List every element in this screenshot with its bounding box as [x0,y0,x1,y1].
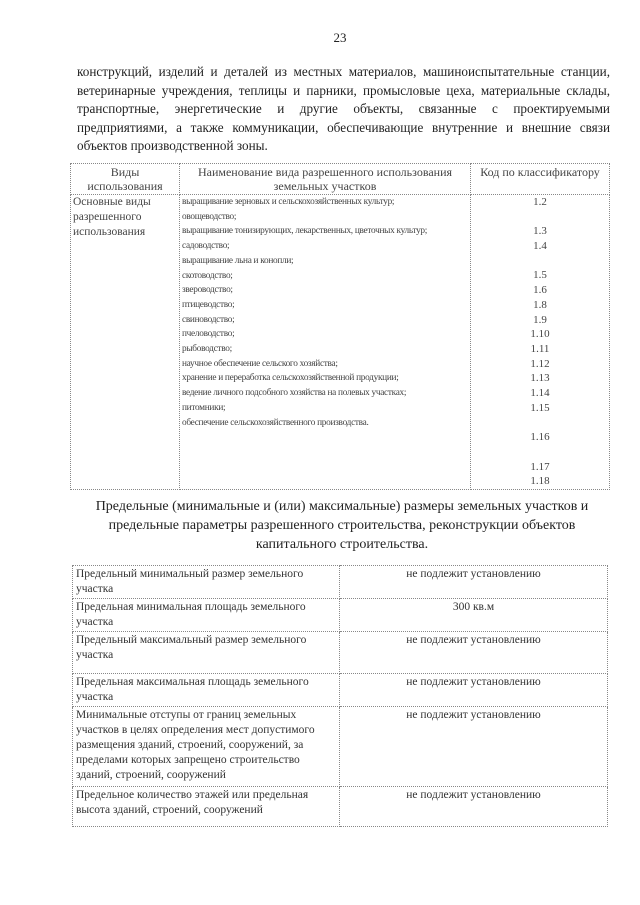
use-item: выращивание льна и конопли; [182,255,294,266]
use-code: 1.5 [533,269,547,282]
use-item: пчеловодство; [182,329,235,340]
use-item: рыбоводство; [182,344,232,355]
use-kind: Основные виды разрешенного использования [71,195,180,490]
code-list [471,195,610,490]
parameter-name: Предельный максимальный размер земельного участка [73,632,340,674]
use-code: 1.12 [530,357,550,370]
use-item: питомники; [182,402,226,413]
use-code: 1.4 [533,240,547,253]
parameter-value: не подлежит установлению [340,674,608,707]
table-row [73,707,608,787]
parameter-value: не подлежит установлению [340,632,608,674]
parameter-value: 300 кв.м [340,599,608,632]
parameter-value: не подлежит установлению [340,707,608,787]
table-row [71,195,610,490]
use-code: 1.6 [533,284,547,297]
use-item: овощеводство; [182,211,237,222]
use-code: 1.13 [530,372,550,385]
parameter-name: Предельная минимальная площадь земельного участка [73,599,340,632]
use-code: 1.14 [530,387,550,400]
parameter-name: Предельный минимальный размер земельного участка [73,566,340,599]
use-item: звероводство; [182,285,233,296]
intro-paragraph: конструкций, изделий и деталей из местных материалов, машиноиспытательные станции, ветеринарные учреждения, теплицы и парники, промысловые цеха, материальные склады, транспортные, энергетические и другие объекты, связанные с проектируемыми предприятиями, а также коммуникации, обеспечивающие внутренние и внешние связи объектов производственной зоны. [77,64,610,153]
use-code: 1.8 [533,298,547,311]
table-row [73,566,608,599]
header-kinds: Виды использования [71,164,180,195]
use-code: 1.10 [530,328,550,341]
parameters-table [72,565,608,827]
page-number: 23 [333,30,347,45]
use-item: свиноводство; [182,314,235,325]
use-list [180,195,471,490]
use-item: научное обеспечение сельского хозяйства; [182,358,338,369]
parameter-value: не подлежит установлению [340,566,608,599]
use-code: 1.3 [533,225,547,238]
use-code: 1.16 [530,431,550,444]
use-item: обеспечение сельскохозяйственного производства. [182,417,369,428]
section-heading: Предельные (минимальные и (или) максимальные) размеры земельных участков и предельные параметры разрешенного строительства, реконструкции объектов капитального строительства. [95,499,589,552]
use-item: ведение личного подсобного хозяйства на полевых участках; [182,388,407,399]
use-code: 1.2 [533,196,547,208]
parameter-name: Минимальные отступы от границ земельных участков в целях определения мест допустимого размещения зданий, строений, сооружений, за пределами которых запрещено строительство зданий, строений, сооружений [73,707,340,787]
use-item: выращивание зерновых и сельскохозяйственных культур; [182,197,395,207]
table-row [73,599,608,632]
use-code: 1.9 [533,313,547,326]
parameter-name: Предельная максимальная площадь земельного участка [73,674,340,707]
use-item: выращивание тонизирующих, лекарственных, цветочных культур; [182,226,428,237]
use-item: хранение и переработка сельскохозяйственной продукции; [182,373,399,384]
land-use-table [70,163,610,490]
parameter-value: не подлежит установлению [340,787,608,827]
use-item: скотоводство; [182,270,233,281]
table-row [73,787,608,827]
header-name: Наименование вида разрешенного использования земельных участков [180,164,471,195]
table-row [73,674,608,707]
table-header-row [71,164,610,195]
header-code: Код по классификатору [471,164,610,195]
use-code: 1.11 [530,343,550,355]
use-code: 1.18 [530,475,550,488]
parameter-name: Предельное количество этажей или предельная высота зданий, строений, сооружений [73,787,340,827]
use-code: 1.17 [530,460,550,473]
use-code: 1.15 [530,401,550,414]
use-item: садоводство; [182,241,230,252]
use-item: птицеводство; [182,299,235,310]
table-row [73,632,608,674]
